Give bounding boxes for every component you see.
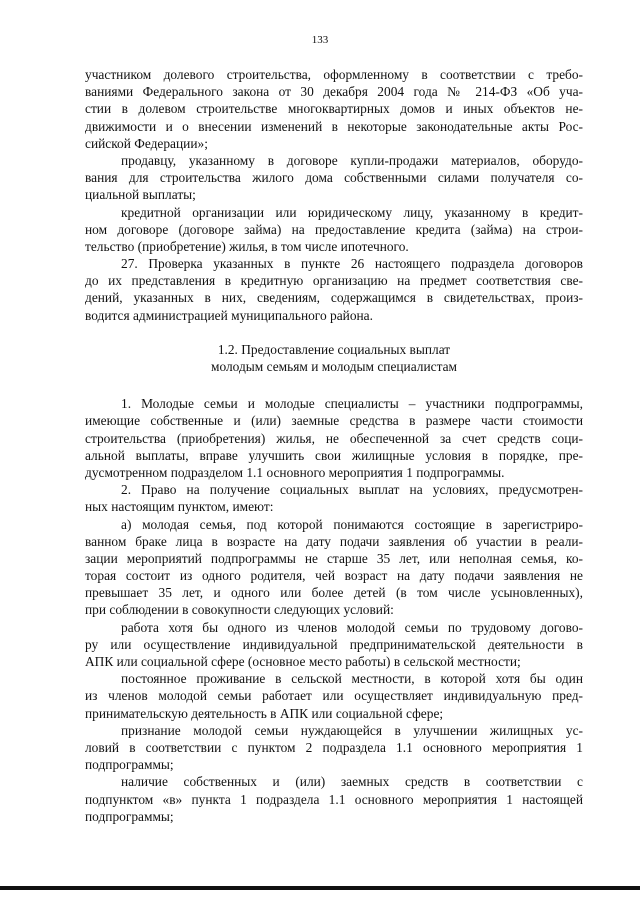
- text-line: дусмотренном подразделом 1.1 основного мероприятия 1 подпрограммы.: [85, 464, 505, 480]
- text-line: торая состоит из одного родителя, чей возраст на дату подачи заявления не: [85, 568, 583, 584]
- text-line: водится администрацией муниципального района.: [85, 307, 373, 323]
- text-line: сийской Федерации»;: [85, 135, 208, 151]
- text-line: при соблюдении в совокупности следующих условий:: [85, 602, 394, 618]
- text-line: стии в долевом строительстве многоквартирных домов и иных объектов не-: [85, 101, 583, 117]
- text-line: ваниями Федерального закона от 30 декабря 2004 года № 214-ФЗ «Об уча-: [85, 84, 583, 100]
- text-line: подпрограммы;: [85, 757, 174, 773]
- paragraph-seller: [85, 152, 583, 204]
- text-line: ру или осуществление индивидуальной предпринимательской деятельности в: [85, 636, 583, 652]
- text-line: движимости и о внесении изменений в некоторые законодательные акты Рос-: [85, 118, 583, 134]
- text-line: ванном браке лица в возрасте на дату подачи заявления об участии в реали-: [85, 533, 583, 549]
- text-line: превышает 35 лет, и одного или более детей (в том числе усыновленных),: [85, 585, 583, 601]
- text-line: подпрограммы;: [85, 808, 174, 824]
- text-line: до их представления в кредитную организацию на предмет соответствия све-: [85, 273, 583, 289]
- condition-housing-need: [85, 722, 583, 774]
- condition-residence: [85, 670, 583, 722]
- document-body: [85, 66, 583, 825]
- text-line: тельство (приобретение) жилья, в том числе ипотечного.: [85, 238, 409, 254]
- paragraph-1: [85, 395, 583, 481]
- text-line: 27. Проверка указанных в пункте 26 настоящего подраздела договоров: [121, 256, 583, 272]
- text-line: наличие собственных и (или) заемных средств в соответствии с: [121, 774, 583, 790]
- text-line: ных настоящим пунктом, имеют:: [85, 499, 274, 515]
- paragraph-item-27: [85, 255, 583, 324]
- paragraph-credit: [85, 204, 583, 256]
- text-line: циальной выплаты;: [85, 187, 196, 203]
- text-line: вания для строительства жилого дома собственными силами получателя со-: [85, 170, 583, 186]
- spacer: [85, 375, 583, 395]
- text-line: АПК или социальной сфере (основное место работы) в сельской местности;: [85, 654, 521, 669]
- text-line: 2. Право на получение социальных выплат на условиях, предусмотрен-: [121, 482, 583, 498]
- condition-own-funds: [85, 773, 583, 825]
- text-line: а) молодая семья, под которой понимаются состоящие в зарегистриро-: [121, 516, 583, 532]
- heading-line: 1.2. Предоставление социальных выплат: [217, 341, 451, 357]
- scan-bottom-border: [0, 886, 640, 890]
- text-line: принимательскую деятельность в АПК или социальной сфере;: [85, 705, 444, 721]
- spacer: [85, 324, 583, 341]
- text-line: строительства (приобретения) жилья, не обеспеченной за счет средств соци-: [85, 430, 583, 446]
- text-line: признание молодой семьи нуждающейся в улучшении жилищных ус-: [121, 722, 583, 738]
- paragraph-2: [85, 481, 583, 515]
- text-line: альной выплаты, вправе улучшить свои жилищные условия в порядке, пре-: [85, 447, 583, 463]
- text-line: кредитной организации или юридическому лицу, указанному в кредит-: [121, 204, 583, 220]
- paragraph-intro: [85, 66, 583, 152]
- text-line: ловий в соответствии с пунктом 2 подраздела 1.1 основного мероприятия 1: [85, 739, 583, 755]
- heading-line: молодым семьям и молодым специалистам: [210, 359, 458, 374]
- paragraph-2a: [85, 516, 583, 619]
- text-line: дений, указанных в них, сведениям, содержащимся в свидетельствах, произ-: [85, 290, 583, 306]
- text-line: зации мероприятий подпрограммы не старше 35 лет, или неполная семья, ко-: [85, 550, 583, 566]
- text-line: имеющие собственные и (или) заемные средства в размере части стоимости: [85, 413, 583, 429]
- condition-employment: [85, 619, 583, 671]
- text-line: подпунктом «в» пункта 1 подраздела 1.1 основного мероприятия 1 настоящей: [85, 791, 583, 807]
- text-line: работа хотя бы одного из членов молодой семьи по трудовому догово-: [121, 619, 583, 635]
- text-line: участником долевого строительства, оформленному в соответствии с требо-: [85, 67, 583, 82]
- text-line: ном договоре (договоре займа) на предоставление кредита (займа) на строи-: [85, 221, 583, 237]
- section-heading: [85, 341, 583, 375]
- text-line: из членов молодой семьи работает или осуществляет индивидуальную пред-: [85, 688, 583, 704]
- text-line: постоянное проживание в сельской местности, в которой хотя бы один: [121, 671, 583, 687]
- text-line: 1. Молодые семьи и молодые специалисты – участники подпрограммы,: [121, 396, 583, 412]
- page-number: 133: [311, 34, 329, 46]
- text-line: продавцу, указанному в договоре купли-продажи материалов, оборудо-: [121, 152, 583, 168]
